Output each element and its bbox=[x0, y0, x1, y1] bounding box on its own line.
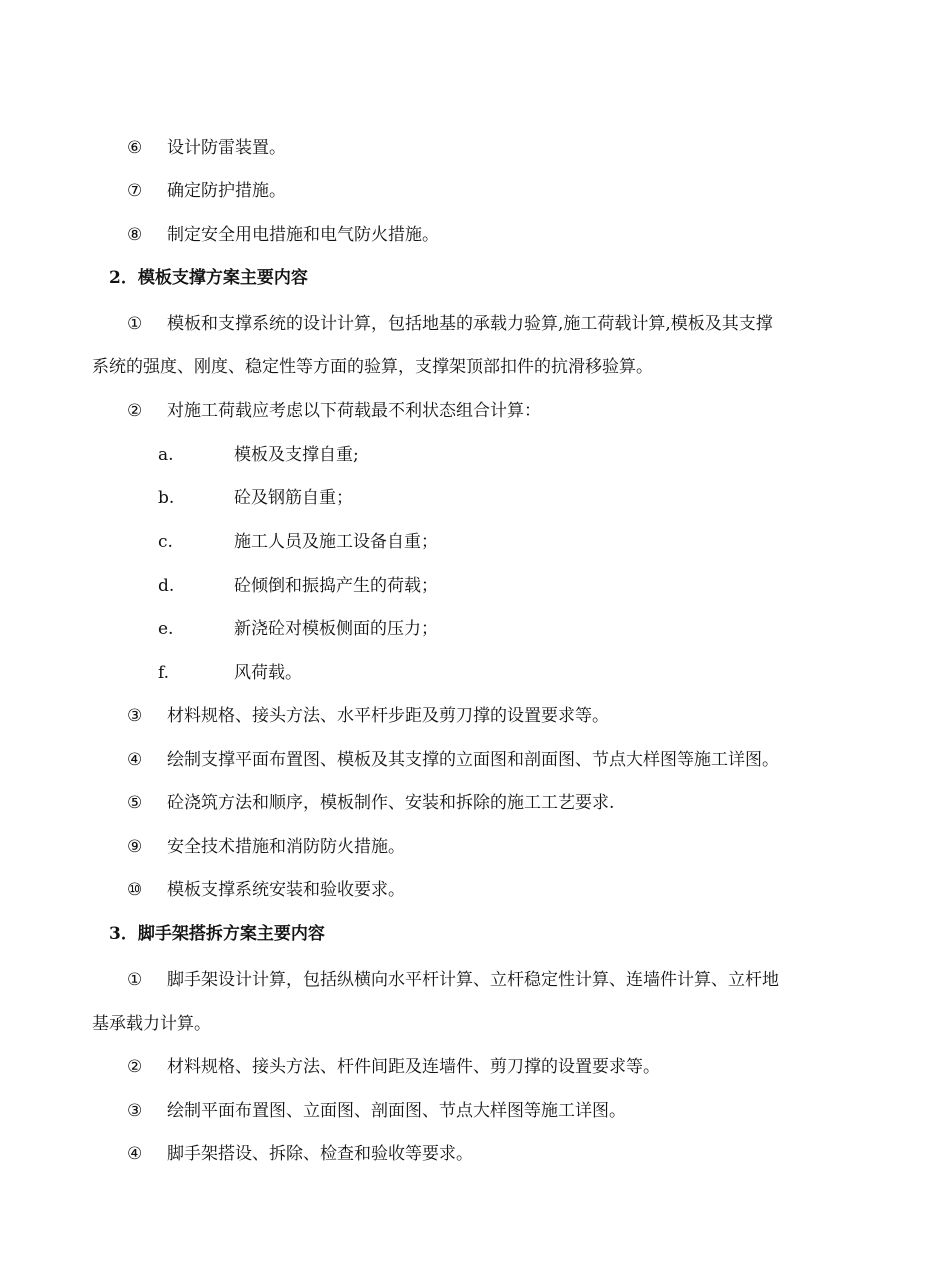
item-text: 安全技术措施和消防防火措施。 bbox=[167, 837, 405, 857]
sub-item-text: 砼倾倒和振捣产生的荷载； bbox=[234, 576, 438, 596]
item-text: 材料规格、接头方法、水平杆步距及剪刀撑的设置要求等。 bbox=[167, 706, 609, 726]
item-number: ④ bbox=[127, 1144, 143, 1164]
item-number: ① bbox=[127, 314, 143, 334]
item-number: ⑧ bbox=[127, 225, 143, 245]
sub-item-text: 模板及支撑自重; bbox=[234, 445, 359, 465]
section-3-heading: 3．脚手架搭拆方案主要内容 bbox=[109, 924, 325, 944]
item-number: ③ bbox=[127, 706, 143, 726]
sub-item-text: 新浇砼对模板侧面的压力； bbox=[234, 619, 438, 639]
item-number: ① bbox=[127, 970, 143, 990]
item-number: ② bbox=[127, 1057, 143, 1077]
item-number: ④ bbox=[127, 750, 143, 770]
sub-item-text: 砼及钢筋自重； bbox=[234, 488, 353, 508]
item-text: 绘制支撑平面布置图、模板及其支撑的立面图和剖面图、节点大样图等施工详图。 bbox=[167, 750, 779, 770]
item-text: 模板和支撑系统的设计计算，包括地基的承载力验算,施工荷载计算,模板及其支撑 bbox=[167, 314, 773, 334]
sub-item-label: e. bbox=[158, 619, 174, 639]
sub-item-label: a. bbox=[158, 445, 174, 465]
item-text: 制定安全用电措施和电气防火措施。 bbox=[167, 225, 439, 245]
item-text: 砼浇筑方法和顺序，模板制作、安装和拆除的施工工艺要求. bbox=[167, 793, 615, 813]
item-text: 模板支撑系统安装和验收要求。 bbox=[167, 880, 405, 900]
item-number: ③ bbox=[127, 1101, 143, 1121]
item-number: ② bbox=[127, 401, 143, 421]
item-text: 对施工荷载应考虑以下荷载最不利状态组合计算： bbox=[167, 401, 541, 421]
item-text: 脚手架设计计算，包括纵横向水平杆计算、立杆稳定性计算、连墙件计算、立杆地 bbox=[167, 970, 779, 990]
sub-item-text: 施工人员及施工设备自重； bbox=[234, 532, 438, 552]
item-number: ⑦ bbox=[127, 181, 143, 201]
sub-item-label: b. bbox=[158, 488, 175, 508]
item-text: 脚手架搭设、拆除、检查和验收等要求。 bbox=[167, 1144, 473, 1164]
item-text: 确定防护措施。 bbox=[167, 181, 286, 201]
item-number: ⑤ bbox=[127, 793, 143, 813]
sub-item-label: d. bbox=[158, 576, 175, 596]
sub-item-text: 风荷载。 bbox=[234, 663, 302, 683]
sub-item-label: f. bbox=[158, 663, 170, 683]
item-text: 绘制平面布置图、立面图、剖面图、节点大样图等施工详图。 bbox=[167, 1101, 626, 1121]
item-text-continuation: 系统的强度、刚度、稳定性等方面的验算，支撑架顶部扣件的抗滑移验算。 bbox=[92, 357, 653, 377]
sub-item-label: c. bbox=[158, 532, 173, 552]
item-text: 材料规格、接头方法、杆件间距及连墙件、剪刀撑的设置要求等。 bbox=[167, 1057, 660, 1077]
item-number: ⑩ bbox=[127, 880, 143, 900]
item-text: 设计防雷装置。 bbox=[167, 138, 286, 158]
item-number: ⑨ bbox=[127, 837, 143, 857]
section-2-heading: 2．模板支撑方案主要内容 bbox=[109, 268, 308, 288]
item-text-continuation: 基承载力计算。 bbox=[92, 1014, 211, 1034]
item-number: ⑥ bbox=[127, 138, 143, 158]
